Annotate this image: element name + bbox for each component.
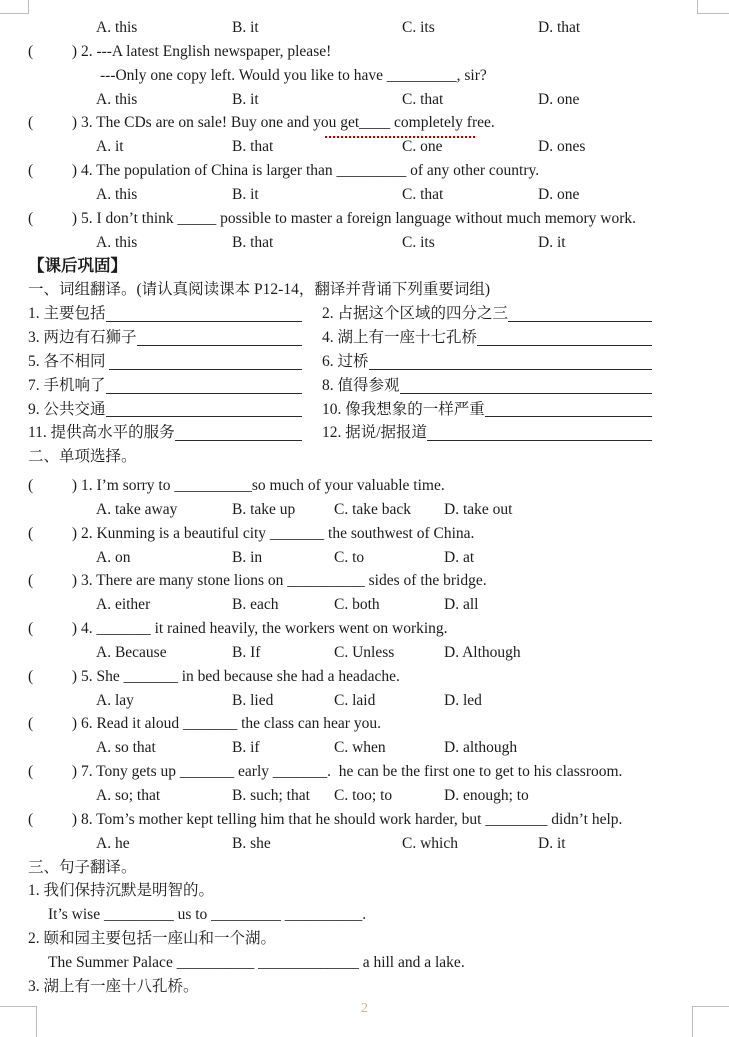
option-d: D. although <box>444 739 518 757</box>
phrase-label: 10. 像我想象的一样严重 <box>322 400 485 418</box>
option-a: A. Because <box>96 643 167 661</box>
option-a: A. this <box>96 19 138 36</box>
phrase-label: 12. 据说/据报道 <box>322 424 428 442</box>
option-a: A. so; that <box>96 787 161 804</box>
option-b: B. she <box>232 834 271 852</box>
option-c: C. that <box>402 185 444 203</box>
option-a: A. this <box>96 185 138 203</box>
option-b: B. it <box>232 185 259 203</box>
question-line: ( ) 5. She _______ in bed because she had a headache. <box>28 667 400 685</box>
option-d: D. at <box>444 548 475 566</box>
option-a: A. on <box>96 548 131 566</box>
option-c: C. both <box>334 596 380 614</box>
question-continuation-line: ---Only one copy left. Would you like to have _________, sir? <box>100 66 487 84</box>
crop-mark-top-right-icon <box>697 0 729 14</box>
document-body <box>28 16 729 999</box>
phrase-label: 4. 湖上有一座十七孔桥 <box>322 328 478 346</box>
phrase-row <box>28 350 729 374</box>
phrase-label: 5. 各不相同 <box>28 352 110 370</box>
phrase-label: 1. 主要包括 <box>28 305 106 323</box>
part3-title: 三、句子翻译。 <box>28 858 137 876</box>
option-c: C. take back <box>334 500 412 518</box>
option-b: B. it <box>232 19 259 36</box>
mc-options-row <box>28 784 729 808</box>
mc-options-row <box>28 16 729 40</box>
option-d: D. led <box>444 691 482 709</box>
question-line: ( ) 8. Tom’s mother kept telling him that he should work harder, but ________ didn’t help. <box>28 810 623 828</box>
question-line: ( ) 1. I’m sorry to __________so much of your valuable time. <box>28 477 445 495</box>
option-b: B. If <box>232 643 261 661</box>
option-c: C. Unless <box>334 643 395 661</box>
option-b: B. it <box>232 90 259 108</box>
mc-options-row <box>28 832 729 856</box>
answer-blank <box>137 326 302 346</box>
mc-options-row <box>28 689 729 713</box>
answer-blank <box>508 302 652 322</box>
translation-chinese: 1. 我们保持沉默是明智的。 <box>28 882 215 900</box>
question-line: ( ) 5. I don’t think _____ possible to master a foreign language without much memory work. <box>28 209 636 227</box>
option-a: A. take away <box>96 500 178 518</box>
option-a: A. he <box>96 834 130 852</box>
phrase-label: 11. 提供高水平的服务 <box>28 424 175 442</box>
phrase-label: 6. 过桥 <box>322 352 369 370</box>
option-d: D. take out <box>444 500 513 518</box>
option-b: B. lied <box>232 691 274 709</box>
option-c: C. when <box>334 739 386 757</box>
option-b: B. if <box>232 739 260 757</box>
answer-blank <box>427 421 652 441</box>
answer-blank <box>400 374 652 394</box>
option-d: D. Although <box>444 643 521 661</box>
phrase-row <box>28 374 729 398</box>
mc-options-row <box>28 135 729 159</box>
answer-blank <box>106 398 302 418</box>
answer-blank <box>477 326 652 346</box>
option-a: A. it <box>96 138 124 156</box>
option-c: C. its <box>402 19 435 36</box>
option-d: D. enough; to <box>444 787 529 804</box>
phrase-label: 9. 公共交通 <box>28 400 106 418</box>
crop-mark-top-left-icon <box>0 0 29 14</box>
mc-options-row <box>28 593 729 617</box>
mc-options-row <box>28 498 729 522</box>
phrase-label: 3. 两边有石狮子 <box>28 328 137 346</box>
option-c: C. its <box>402 233 435 251</box>
option-d: D. all <box>444 596 479 614</box>
translation-chinese: 3. 湖上有一座十八孔桥。 <box>28 977 199 995</box>
mc-options-row <box>28 88 729 112</box>
question-line: ( ) 3. The CDs are on sale! Buy one and you get____ completely free. <box>28 114 495 132</box>
part2-title: 二、单项选择。 <box>28 448 137 466</box>
phrase-row <box>28 398 729 422</box>
phrase-label: 8. 值得参观 <box>322 376 400 394</box>
option-b: B. such; that <box>232 787 310 804</box>
question-line: ( ) 4. The population of China is larger than _________ of any other country. <box>28 162 540 180</box>
phrase-label: 7. 手机响了 <box>28 376 106 394</box>
answer-blank <box>106 302 302 322</box>
option-c: C. to <box>334 548 365 566</box>
option-b: B. each <box>232 596 279 614</box>
option-b: B. that <box>232 138 274 156</box>
mc-options-row <box>28 231 729 255</box>
mc-options-row <box>28 736 729 760</box>
option-d: D. it <box>538 834 566 852</box>
translation-english: It’s wise _________ us to _________ __________. <box>48 906 367 924</box>
option-c: C. which <box>402 834 458 852</box>
question-line: ( ) 2. ---A latest English newspaper, please! <box>28 42 332 60</box>
part1-title: 一、词组翻译。(请认真阅读课本 P12-14，翻译并背诵下列重要词组) <box>28 281 490 299</box>
question-line: ( ) 6. Read it aloud _______ the class can hear you. <box>28 715 381 733</box>
option-c: C. one <box>402 138 443 156</box>
option-d: D. it <box>538 233 566 251</box>
mc-options-row <box>28 546 729 570</box>
phrase-row <box>28 302 729 326</box>
option-d: D. one <box>538 185 580 203</box>
question-line: ( ) 3. There are many stone lions on __________ sides of the bridge. <box>28 572 487 590</box>
question-line: ( ) 4. _______ it rained heavily, the workers went on working. <box>28 620 448 638</box>
option-a: A. either <box>96 596 151 614</box>
answer-blank <box>106 374 302 394</box>
phrase-row <box>28 421 729 445</box>
option-d: D. ones <box>538 138 586 156</box>
option-b: B. take up <box>232 500 296 518</box>
option-a: A. this <box>96 90 138 108</box>
mc-options-row <box>28 183 729 207</box>
question-line: ( ) 2. Kunming is a beautiful city _______ the southwest of China. <box>28 524 475 542</box>
option-b: B. that <box>232 233 274 251</box>
phrase-label: 2. 占据这个区域的四分之三 <box>322 305 509 323</box>
option-a: A. this <box>96 233 138 251</box>
option-a: A. so that <box>96 739 156 757</box>
answer-blank <box>369 350 652 370</box>
section-header: 【课后巩固】 <box>28 256 127 276</box>
answer-blank <box>485 398 652 418</box>
option-c: C. that <box>402 90 444 108</box>
mc-options-row <box>28 641 729 665</box>
page-number: 2 <box>361 1001 368 1016</box>
answer-blank <box>175 421 302 441</box>
option-b: B. in <box>232 548 263 566</box>
translation-english: The Summer Palace __________ _____________ a hill and a lake. <box>48 953 465 971</box>
option-d: D. one <box>538 90 580 108</box>
question-line: ( ) 7. Tony gets up _______ early _______. he can be the first one to get to his classroom. <box>28 763 623 781</box>
translation-chinese: 2. 颐和园主要包括一座山和一个湖。 <box>28 930 277 948</box>
option-c: C. too; to <box>334 787 393 804</box>
answer-blank <box>109 350 302 370</box>
option-a: A. lay <box>96 691 134 709</box>
phrase-row <box>28 326 729 350</box>
option-c: C. laid <box>334 691 376 709</box>
option-d: D. that <box>538 19 581 36</box>
